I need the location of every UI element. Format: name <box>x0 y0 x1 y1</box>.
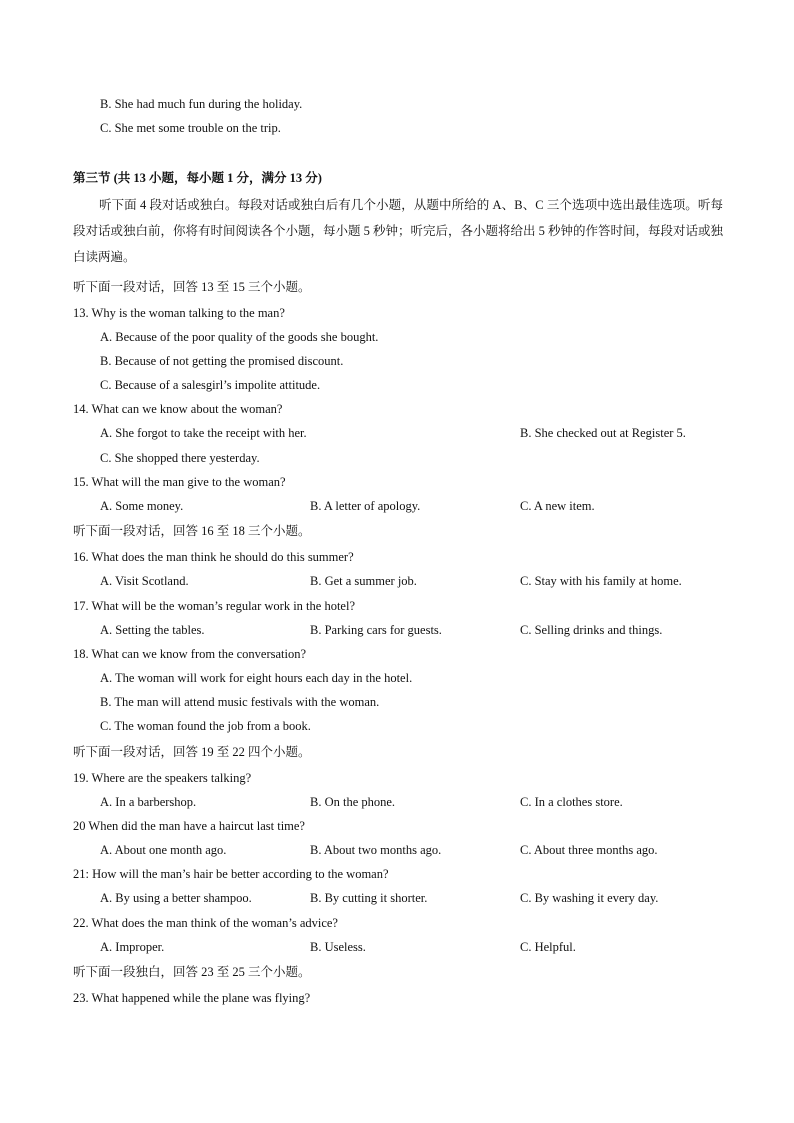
section-instructions: 听下面 4 段对话或独白。每段对话或独白后有几个小题，从题中所给的 A、B、C 三个选项中选出最佳选项。听每段对话或独白前，你将有时间阅读各个小题，每小题 5 秒钟；听完后，各小题将给出 5 秒钟的作答时间，每段对话或独白读两遍。 <box>73 198 724 264</box>
question-20-option-a: A. About one month ago. <box>100 843 227 857</box>
group-instruction-19-22: 听下面一段对话，回答 19 至 22 四个小题。 <box>73 745 311 759</box>
option-previous-c: C. She met some trouble on the trip. <box>100 121 281 135</box>
question-20-option-b: B. About two months ago. <box>310 843 442 857</box>
question-21-option-b: B. By cutting it shorter. <box>310 891 428 905</box>
question-16-option-b: B. Get a summer job. <box>310 574 417 588</box>
question-14-stem: 14. What can we know about the woman? <box>73 402 283 416</box>
question-22-option-b: B. Useless. <box>310 940 366 954</box>
question-22-option-a: A. Improper. <box>100 940 165 954</box>
question-13-option-c: C. Because of a salesgirl’s impolite attitude. <box>100 378 321 392</box>
group-instruction-23-25: 听下面一段独白，回答 23 至 25 三个小题。 <box>73 965 311 979</box>
question-21-option-c: C. By washing it every day. <box>520 891 659 905</box>
group-instruction-16-18: 听下面一段对话，回答 16 至 18 三个小题。 <box>73 524 311 538</box>
question-16-option-a: A. Visit Scotland. <box>100 574 189 588</box>
question-13-stem: 13. Why is the woman talking to the man? <box>73 306 285 320</box>
group-instruction-13-15: 听下面一段对话，回答 13 至 15 三个小题。 <box>73 280 311 294</box>
question-15-option-a: A. Some money. <box>100 499 184 513</box>
question-19-option-b: B. On the phone. <box>310 795 396 809</box>
question-15-stem: 15. What will the man give to the woman? <box>73 475 286 489</box>
question-20-option-c: C. About three months ago. <box>520 843 658 857</box>
question-18-option-a: A. The woman will work for eight hours each day in the hotel. <box>100 671 413 685</box>
question-19-option-c: C. In a clothes store. <box>520 795 623 809</box>
option-previous-b: B. She had much fun during the holiday. <box>100 97 303 111</box>
question-17-stem: 17. What will be the woman’s regular work in the hotel? <box>73 599 355 613</box>
question-17-option-a: A. Setting the tables. <box>100 623 205 637</box>
question-21-stem: 21: How will the man’s hair be better according to the woman? <box>73 867 389 881</box>
question-14-option-a: A. She forgot to take the receipt with her. <box>100 426 307 440</box>
question-16-option-c: C. Stay with his family at home. <box>520 574 682 588</box>
question-19-option-a: A. In a barbershop. <box>100 795 197 809</box>
question-17-option-c: C. Selling drinks and things. <box>520 623 663 637</box>
question-17-option-b: B. Parking cars for guests. <box>310 623 442 637</box>
question-15-option-c: C. A new item. <box>520 499 595 513</box>
question-16-stem: 16. What does the man think he should do this summer? <box>73 550 354 564</box>
question-13-option-a: A. Because of the poor quality of the goods she bought. <box>100 330 379 344</box>
question-14-option-b: B. She checked out at Register 5. <box>520 426 686 440</box>
question-22-stem: 22. What does the man think of the woman’s advice? <box>73 916 338 930</box>
question-23-stem: 23. What happened while the plane was flying? <box>73 991 311 1005</box>
question-22-option-c: C. Helpful. <box>520 940 576 954</box>
question-19-stem: 19. Where are the speakers talking? <box>73 771 252 785</box>
question-18-option-b: B. The man will attend music festivals with the woman. <box>100 695 380 709</box>
question-18-option-c: C. The woman found the job from a book. <box>100 719 311 733</box>
question-20-stem: 20 When did the man have a haircut last time? <box>73 819 305 833</box>
question-15-option-b: B. A letter of apology. <box>310 499 421 513</box>
question-13-option-b: B. Because of not getting the promised discount. <box>100 354 344 368</box>
question-21-option-a: A. By using a better shampoo. <box>100 891 252 905</box>
question-18-stem: 18. What can we know from the conversation? <box>73 647 307 661</box>
section-heading: 第三节 (共 13 小题，每小题 1 分，满分 13 分) <box>73 171 322 185</box>
question-14-option-c: C. She shopped there yesterday. <box>100 451 260 465</box>
